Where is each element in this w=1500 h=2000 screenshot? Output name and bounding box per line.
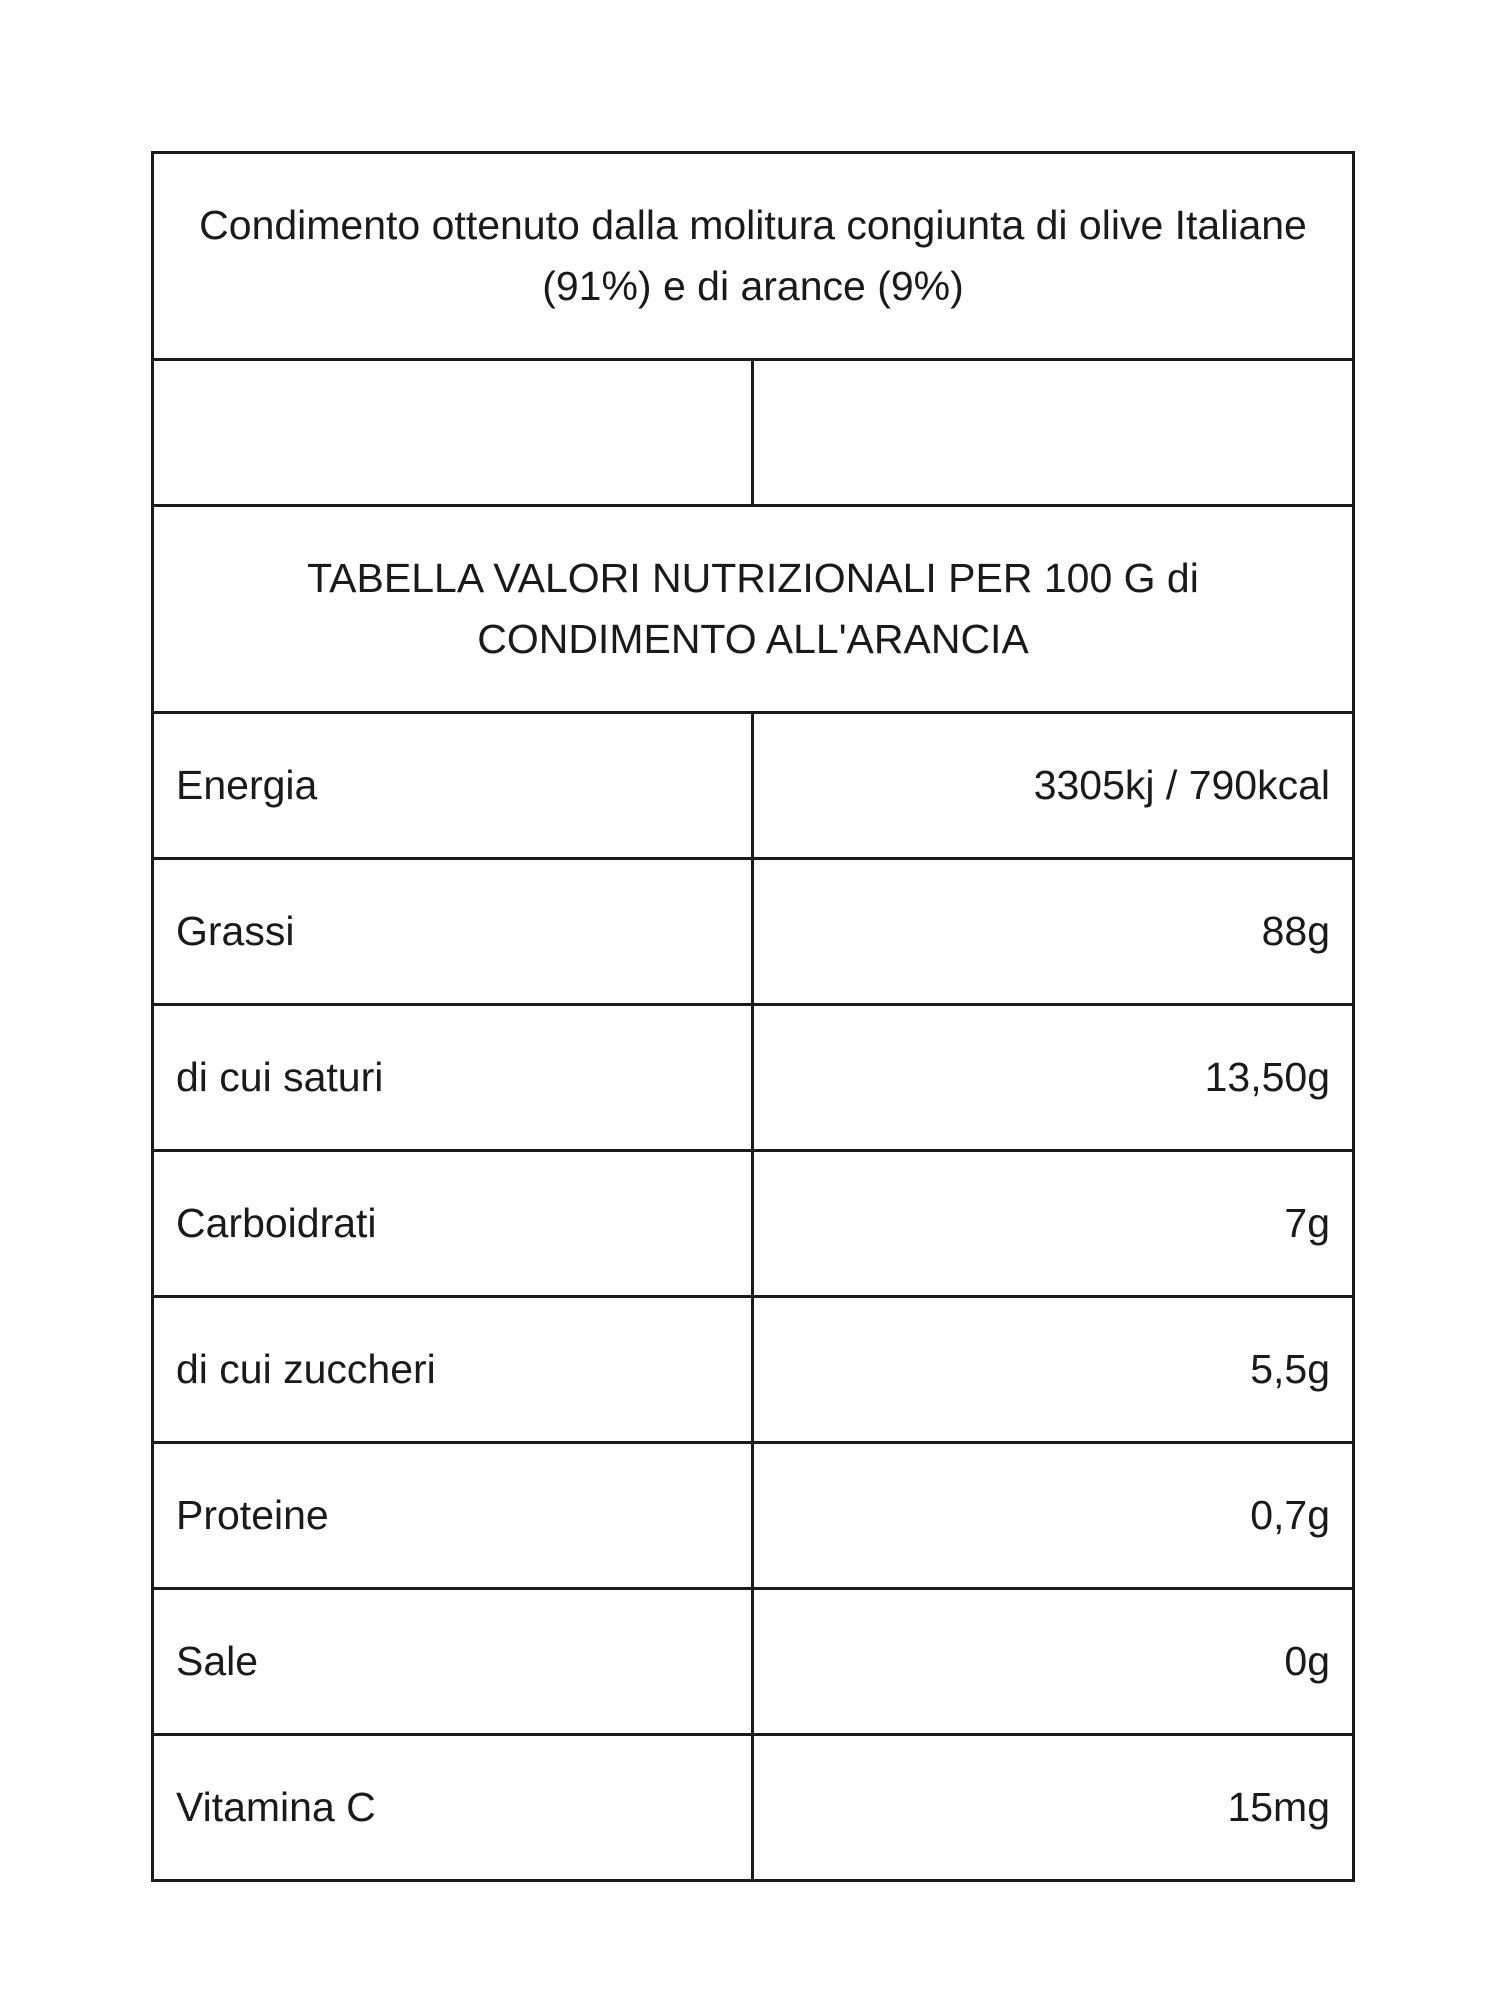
nutrient-name: Grassi bbox=[153, 859, 753, 1005]
table-title-row bbox=[153, 506, 1354, 713]
description-row bbox=[153, 153, 1354, 360]
nutrient-row-energia bbox=[153, 713, 1354, 859]
empty-cell-right bbox=[753, 360, 1354, 506]
nutrient-value: 3305kj / 790kcal bbox=[753, 713, 1354, 859]
nutrient-value: 88g bbox=[753, 859, 1354, 1005]
empty-row bbox=[153, 360, 1354, 506]
nutrient-name: Energia bbox=[153, 713, 753, 859]
nutrient-row-carboidrati bbox=[153, 1151, 1354, 1297]
nutrient-row-grassi bbox=[153, 859, 1354, 1005]
product-description: Condimento ottenuto dalla molitura congiunta di olive Italiane (91%) e di arance (9%) bbox=[153, 153, 1354, 360]
nutrient-value: 13,50g bbox=[753, 1005, 1354, 1151]
nutrient-name: di cui saturi bbox=[153, 1005, 753, 1151]
nutrient-name: di cui zuccheri bbox=[153, 1297, 753, 1443]
nutrient-value: 5,5g bbox=[753, 1297, 1354, 1443]
nutrient-value: 0,7g bbox=[753, 1443, 1354, 1589]
nutrient-name: Sale bbox=[153, 1589, 753, 1735]
nutrient-name: Proteine bbox=[153, 1443, 753, 1589]
nutrient-value: 0g bbox=[753, 1589, 1354, 1735]
nutrient-row-zuccheri bbox=[153, 1297, 1354, 1443]
nutrient-row-vitamina-c bbox=[153, 1735, 1354, 1881]
nutrient-row-sale bbox=[153, 1589, 1354, 1735]
nutrient-row-saturi bbox=[153, 1005, 1354, 1151]
nutrition-table bbox=[151, 151, 1355, 1882]
empty-cell-left bbox=[153, 360, 753, 506]
nutrient-value: 15mg bbox=[753, 1735, 1354, 1881]
nutrient-name: Vitamina C bbox=[153, 1735, 753, 1881]
nutrient-value: 7g bbox=[753, 1151, 1354, 1297]
nutrient-name: Carboidrati bbox=[153, 1151, 753, 1297]
table-title: TABELLA VALORI NUTRIZIONALI PER 100 G di CONDIMENTO ALL'ARANCIA bbox=[153, 506, 1354, 713]
nutrient-row-proteine bbox=[153, 1443, 1354, 1589]
